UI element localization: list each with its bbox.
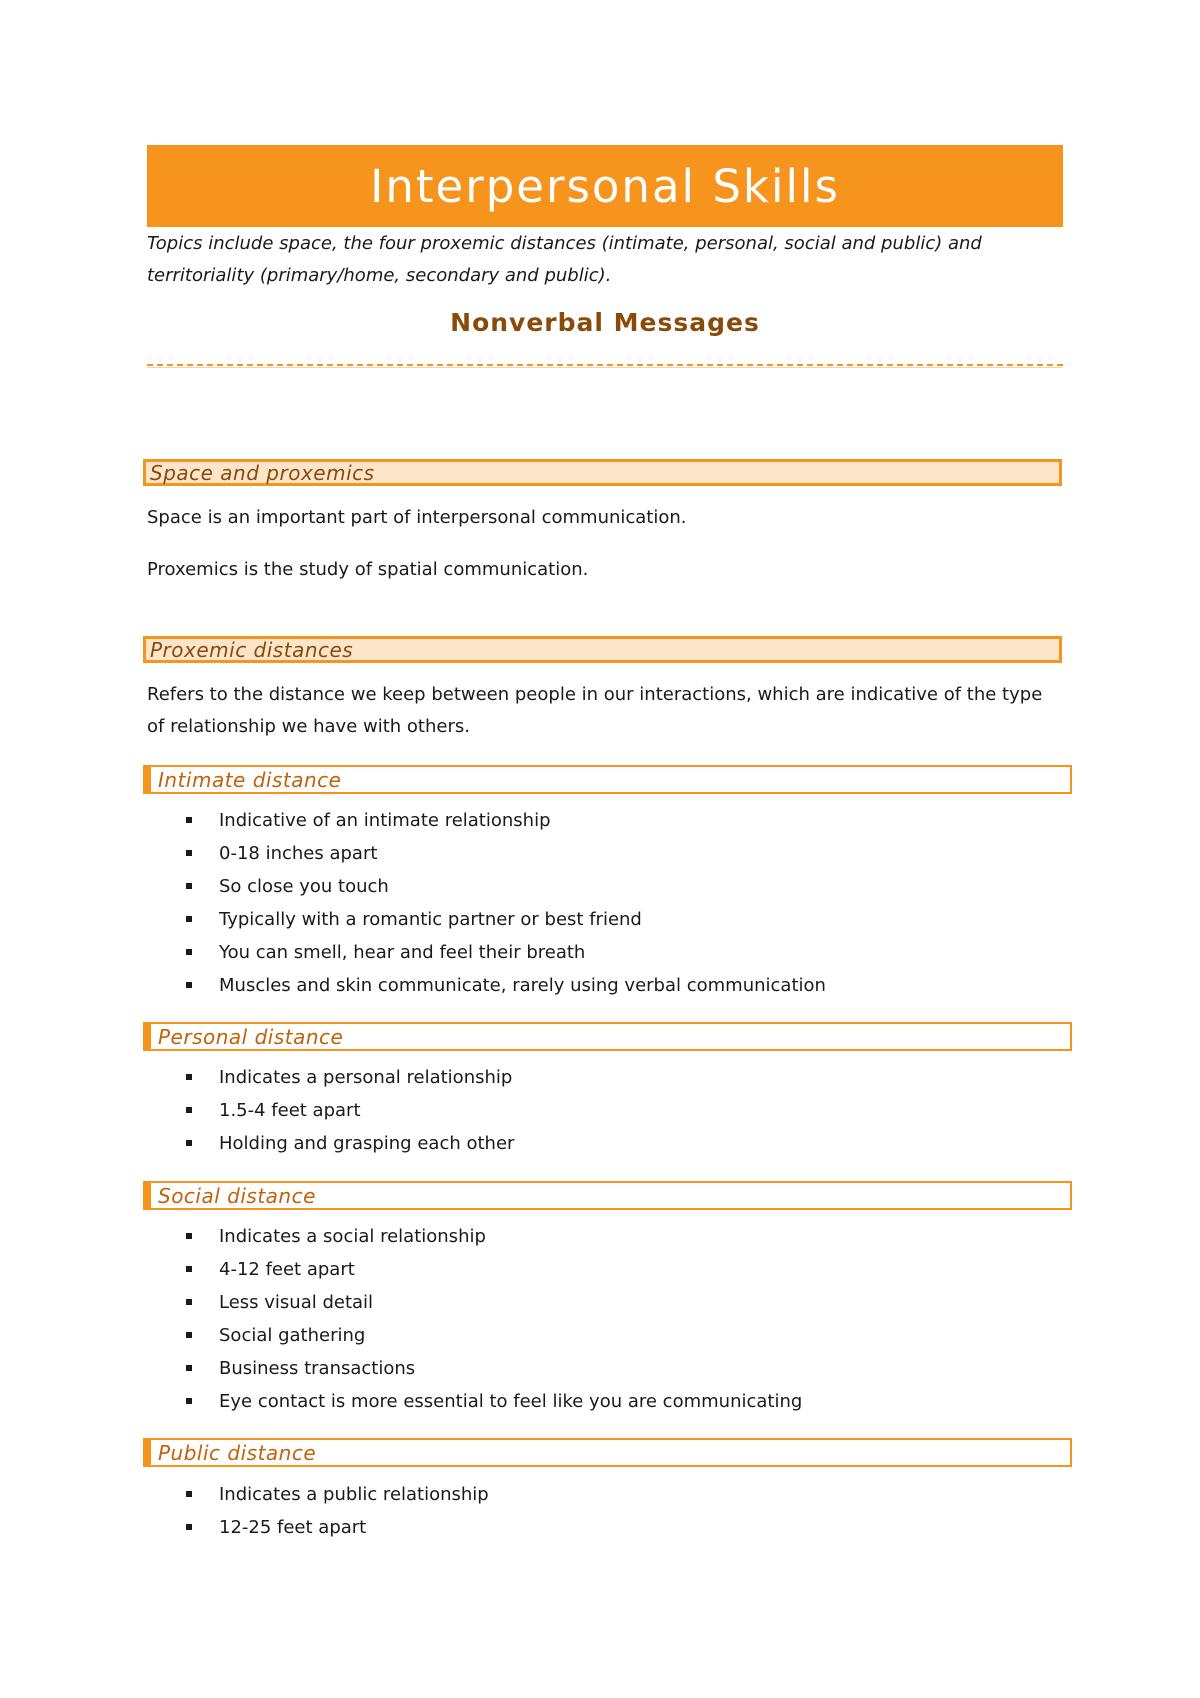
bullet-icon xyxy=(186,1107,192,1113)
subsection-heading-label: Personal distance xyxy=(158,1024,344,1049)
bullet-icon xyxy=(186,1140,192,1146)
section-heading-space xyxy=(143,459,1062,486)
bullet-icon xyxy=(186,1299,192,1305)
bullet-icon xyxy=(186,1233,192,1239)
list-item-text: Muscles and skin communicate, rarely using verbal communication xyxy=(219,975,826,996)
list-item-text: Indicates a public relationship xyxy=(219,1484,489,1505)
subsection-heading-public xyxy=(143,1438,1072,1467)
subsection-heading-social xyxy=(143,1181,1072,1210)
subsection-heading-label: Intimate distance xyxy=(158,767,342,792)
bullet-icon xyxy=(186,850,192,856)
list-item xyxy=(147,837,1063,870)
bullet-icon xyxy=(186,1332,192,1338)
list-item xyxy=(147,1220,1063,1253)
list-item-text: Typically with a romantic partner or best friend xyxy=(219,909,642,930)
document-title: Interpersonal Skills xyxy=(370,159,840,213)
list-item xyxy=(147,903,1063,936)
bullet-icon xyxy=(186,1266,192,1272)
list-item xyxy=(147,969,1063,1002)
list-item xyxy=(147,936,1063,969)
section-heading-distances xyxy=(143,636,1062,663)
list-item xyxy=(147,1286,1063,1319)
bullet-icon xyxy=(186,1491,192,1497)
bullet-icon xyxy=(186,982,192,988)
paragraph: Refers to the distance we keep between people in our interactions, which are indicative of the type of relationship we have with others. xyxy=(147,684,1043,737)
list-item xyxy=(147,1352,1063,1385)
document-subtitle: Nonverbal Messages xyxy=(450,308,760,337)
list-item-text: Holding and grasping each other xyxy=(219,1133,515,1154)
list-item xyxy=(147,1127,1063,1160)
subsection-heading-personal xyxy=(143,1022,1072,1051)
list-item xyxy=(147,1094,1063,1127)
subsection-heading-intimate xyxy=(143,765,1072,794)
list-item xyxy=(147,804,1063,837)
list-item xyxy=(147,1478,1063,1511)
bullet-icon xyxy=(186,949,192,955)
list-item xyxy=(147,1385,1063,1418)
list-item-text: Eye contact is more essential to feel like you are communicating xyxy=(219,1391,803,1412)
list-item xyxy=(147,1319,1063,1352)
bullet-list-public xyxy=(147,1478,1063,1544)
bullet-list-social xyxy=(147,1220,1063,1418)
bullet-icon xyxy=(186,817,192,823)
subsection-heading-label: Social distance xyxy=(158,1183,316,1208)
list-item xyxy=(147,870,1063,903)
list-item-text: 1.5-4 feet apart xyxy=(219,1100,361,1121)
subtitle-divider-secondary xyxy=(147,367,1063,368)
bullet-icon xyxy=(186,883,192,889)
list-item-text: 0-18 inches apart xyxy=(219,843,378,864)
subsection-heading-label: Public distance xyxy=(158,1440,317,1465)
paragraph: Proxemics is the study of spatial communication. xyxy=(147,559,589,580)
intro-paragraph: Topics include space, the four proxemic distances (intimate, personal, social and public) and territoriality (primary/home, secondary and public). xyxy=(147,233,982,286)
list-item-text: Indicates a personal relationship xyxy=(219,1067,513,1088)
subtitle-divider xyxy=(147,364,1063,366)
title-banner xyxy=(147,145,1063,227)
list-item-text: Business transactions xyxy=(219,1358,416,1379)
list-item-text: So close you touch xyxy=(219,876,389,897)
list-item xyxy=(147,1511,1063,1544)
list-item-text: Indicative of an intimate relationship xyxy=(219,810,551,831)
paragraph: Space is an important part of interpersonal communication. xyxy=(147,507,687,528)
bullet-icon xyxy=(186,1365,192,1371)
bullet-icon xyxy=(186,1524,192,1530)
bullet-list-intimate xyxy=(147,804,1063,1002)
list-item xyxy=(147,1061,1063,1094)
bullet-icon xyxy=(186,1398,192,1404)
list-item-text: 4-12 feet apart xyxy=(219,1259,355,1280)
section-heading-label: Proxemic distances xyxy=(150,637,354,662)
bullet-list-personal xyxy=(147,1061,1063,1160)
list-item-text: You can smell, hear and feel their breath xyxy=(219,942,586,963)
bullet-icon xyxy=(186,1074,192,1080)
section-heading-label: Space and proxemics xyxy=(150,460,375,485)
list-item-text: Less visual detail xyxy=(219,1292,374,1313)
list-item xyxy=(147,1253,1063,1286)
bullet-icon xyxy=(186,916,192,922)
list-item-text: Social gathering xyxy=(219,1325,366,1346)
list-item-text: Indicates a social relationship xyxy=(219,1226,486,1247)
list-item-text: 12-25 feet apart xyxy=(219,1517,367,1538)
